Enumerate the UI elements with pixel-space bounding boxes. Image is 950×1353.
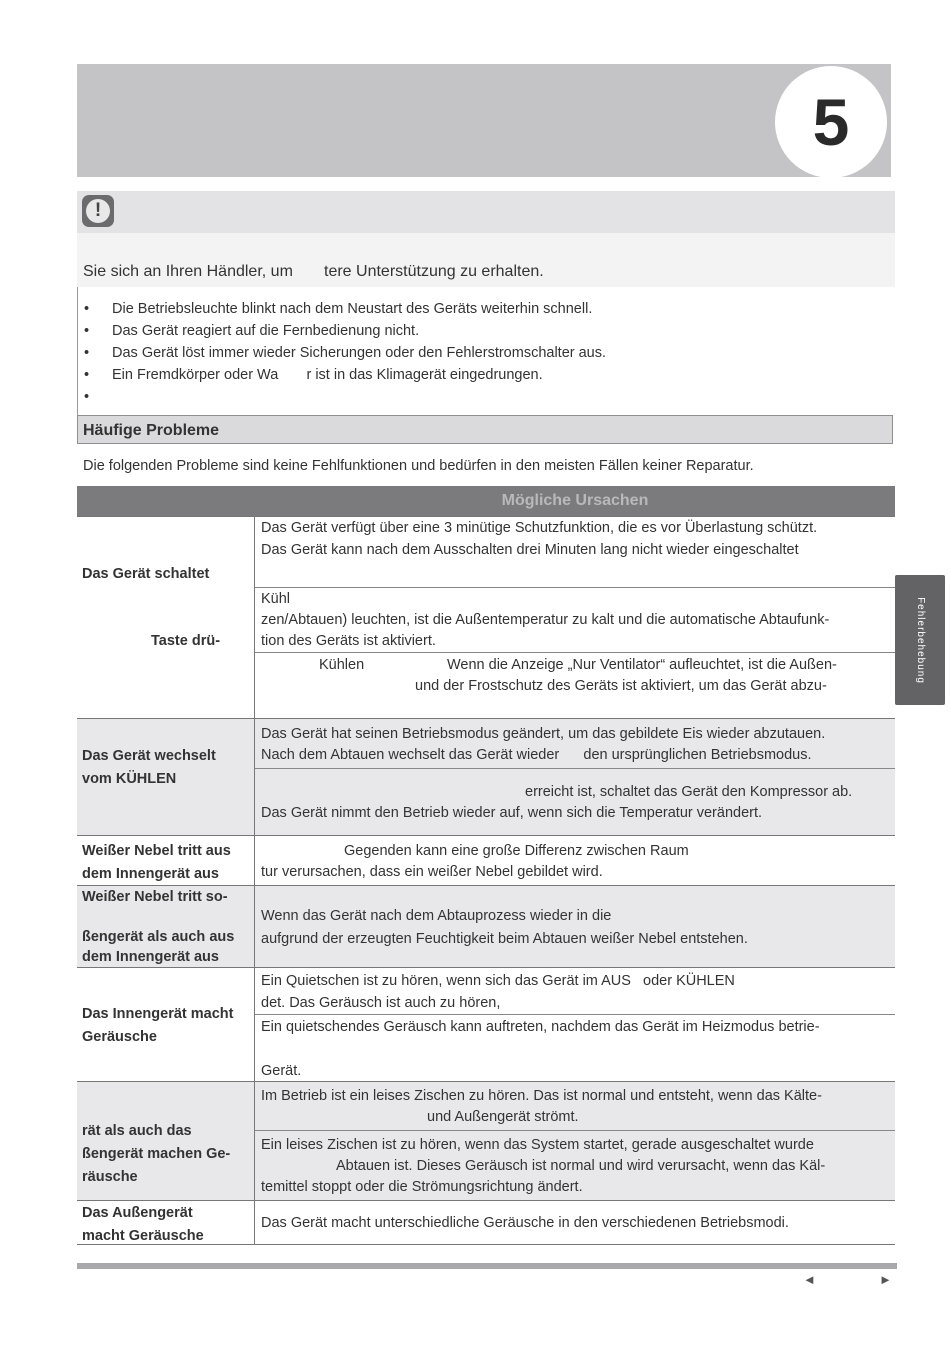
table-header-cause: Mögliche Ursachen: [501, 492, 649, 509]
table-column-divider: [254, 516, 255, 1244]
problem-text: ßengerät machen Ge-: [82, 1146, 231, 1162]
cause-text: Kühl: [261, 591, 291, 607]
list-item: • Das Gerät löst immer wieder Sicherungen oder den Fehlerstromschalter aus.: [84, 345, 607, 361]
cause-text: und der Frostschutz des Geräts ist aktiviert, um das Gerät abzu-: [415, 678, 827, 694]
problem-text: Taste drü-: [151, 633, 221, 649]
cause-text: Nach dem Abtauen wechselt das Gerät wieder den ursprünglichen Betriebsmodus.: [261, 747, 812, 763]
cause-text: Wenn das Gerät nach dem Abtauprozess wieder in die: [261, 908, 612, 924]
problem-text: Weißer Nebel tritt so-: [82, 889, 228, 905]
list-item: • Das Gerät reagiert auf die Fernbedienung nicht.: [84, 323, 420, 339]
problem-text: vom KÜHLEN: [82, 771, 177, 787]
side-tab-troubleshooting[interactable]: [895, 575, 945, 705]
problem-text: Das Innengerät macht: [82, 1006, 234, 1022]
table-divider: [77, 718, 895, 719]
problem-text: Geräusche: [82, 1029, 157, 1045]
problem-text: dem Innengerät aus: [82, 866, 219, 882]
problem-text: dem Innengerät aus: [82, 949, 219, 965]
table-subdivider: [255, 652, 895, 653]
prev-page-icon[interactable]: ◄: [803, 1272, 816, 1287]
cause-text: Gerät.: [261, 1063, 302, 1079]
table-divider: [77, 1200, 895, 1201]
chapter-banner: [77, 64, 891, 177]
bullet-box-border: [77, 287, 78, 415]
cause-text: Das Gerät hat seinen Betriebsmodus geändert, um das gebildete Eis wieder abzutauen.: [261, 726, 826, 742]
list-item: •: [84, 389, 90, 405]
cause-text: tion des Geräts ist aktiviert.: [261, 633, 436, 649]
cause-text: Wenn die Anzeige „Nur Ventilator“ aufleuchtet, ist die Außen-: [447, 657, 837, 673]
problem-text: rät als auch das: [82, 1123, 192, 1139]
table-divider: [77, 1081, 895, 1082]
problem-text: Das Gerät wechselt: [82, 748, 216, 764]
cause-text: Gegenden kann eine große Differenz zwischen Raum: [344, 843, 689, 859]
problem-text: Weißer Nebel tritt aus: [82, 843, 231, 859]
cause-text: Das Gerät nimmt den Betrieb wieder auf, wenn sich die Temperatur verändert.: [261, 805, 763, 821]
chapter-number: 5: [775, 66, 887, 178]
next-page-icon[interactable]: ►: [879, 1272, 892, 1287]
problem-text: macht Geräusche: [82, 1228, 204, 1244]
side-tab-label: Fehlerbehebung: [914, 596, 926, 684]
warning-bar: [77, 191, 895, 233]
cause-text: Im Betrieb ist ein leises Zischen zu hören. Das ist normal und entsteht, wenn das Kälte-: [261, 1088, 822, 1104]
cause-text: Abtauen ist. Dieses Geräusch ist normal und wird verursacht, wenn das Käl-: [336, 1158, 826, 1174]
exclamation-icon: !: [82, 195, 114, 227]
cause-text: und Außengerät strömt.: [427, 1109, 579, 1125]
footer-bar: [77, 1263, 897, 1269]
cause-text: erreicht ist, schaltet das Gerät den Kompressor ab.: [525, 784, 853, 800]
cause-text: Das Gerät macht unterschiedliche Geräusche in den verschiedenen Betriebsmodi.: [261, 1215, 789, 1231]
cause-text: zen/Abtauen) leuchten, ist die Außentemperatur zu kalt und die automatische Abtaufunk-: [261, 612, 830, 628]
list-item: • Die Betriebsleuchte blinkt nach dem Neustart des Geräts weiterhin schnell.: [84, 301, 593, 317]
table-divider: [77, 835, 895, 836]
cause-text: Das Gerät verfügt über eine 3 minütige Schutzfunktion, die es vor Überlastung schützt.: [261, 520, 818, 536]
section-description: Die folgenden Probleme sind keine Fehlfunktionen und bedürfen in den meisten Fällen keiner Reparatur.: [83, 458, 754, 474]
problem-text: Das Gerät schaltet: [82, 566, 210, 582]
table-subdivider: [255, 1130, 895, 1131]
warning-text: Sie sich an Ihren Händler, um tere Unterstützung zu erhalten.: [83, 263, 544, 280]
problem-text: Das Außengerät: [82, 1205, 193, 1221]
problem-text: räusche: [82, 1169, 138, 1185]
table-divider: [77, 516, 895, 517]
cause-text: tur verursachen, dass ein weißer Nebel gebildet wird.: [261, 864, 603, 880]
cause-text: aufgrund der erzeugten Feuchtigkeit beim Abtauen weißer Nebel entstehen.: [261, 931, 748, 947]
cause-text: det. Das Geräusch ist auch zu hören,: [261, 995, 501, 1011]
table-subdivider: [255, 1014, 895, 1015]
section-title: Häufige Probleme: [83, 422, 220, 439]
cause-text: Das Gerät kann nach dem Ausschalten drei Minuten lang nicht wieder eingeschaltet: [261, 542, 799, 558]
cause-text: Kühlen: [319, 657, 365, 673]
list-item: • Ein Fremdkörper oder Wa r ist in das Klimagerät eingedrungen.: [84, 367, 543, 383]
cause-text: Ein leises Zischen ist zu hören, wenn das System startet, gerade ausgeschaltet wurde: [261, 1137, 814, 1153]
cause-text: Ein quietschendes Geräusch kann auftreten, nachdem das Gerät im Heizmodus betrie-: [261, 1019, 820, 1035]
table-subdivider: [255, 587, 895, 588]
table-subdivider: [255, 768, 895, 769]
cause-text: Ein Quietschen ist zu hören, wenn sich das Gerät im AUS oder KÜHLEN: [261, 973, 735, 989]
problem-text: ßengerät als auch aus: [82, 929, 235, 945]
cause-text: temittel stoppt oder die Strömungsrichtung ändert.: [261, 1179, 583, 1195]
